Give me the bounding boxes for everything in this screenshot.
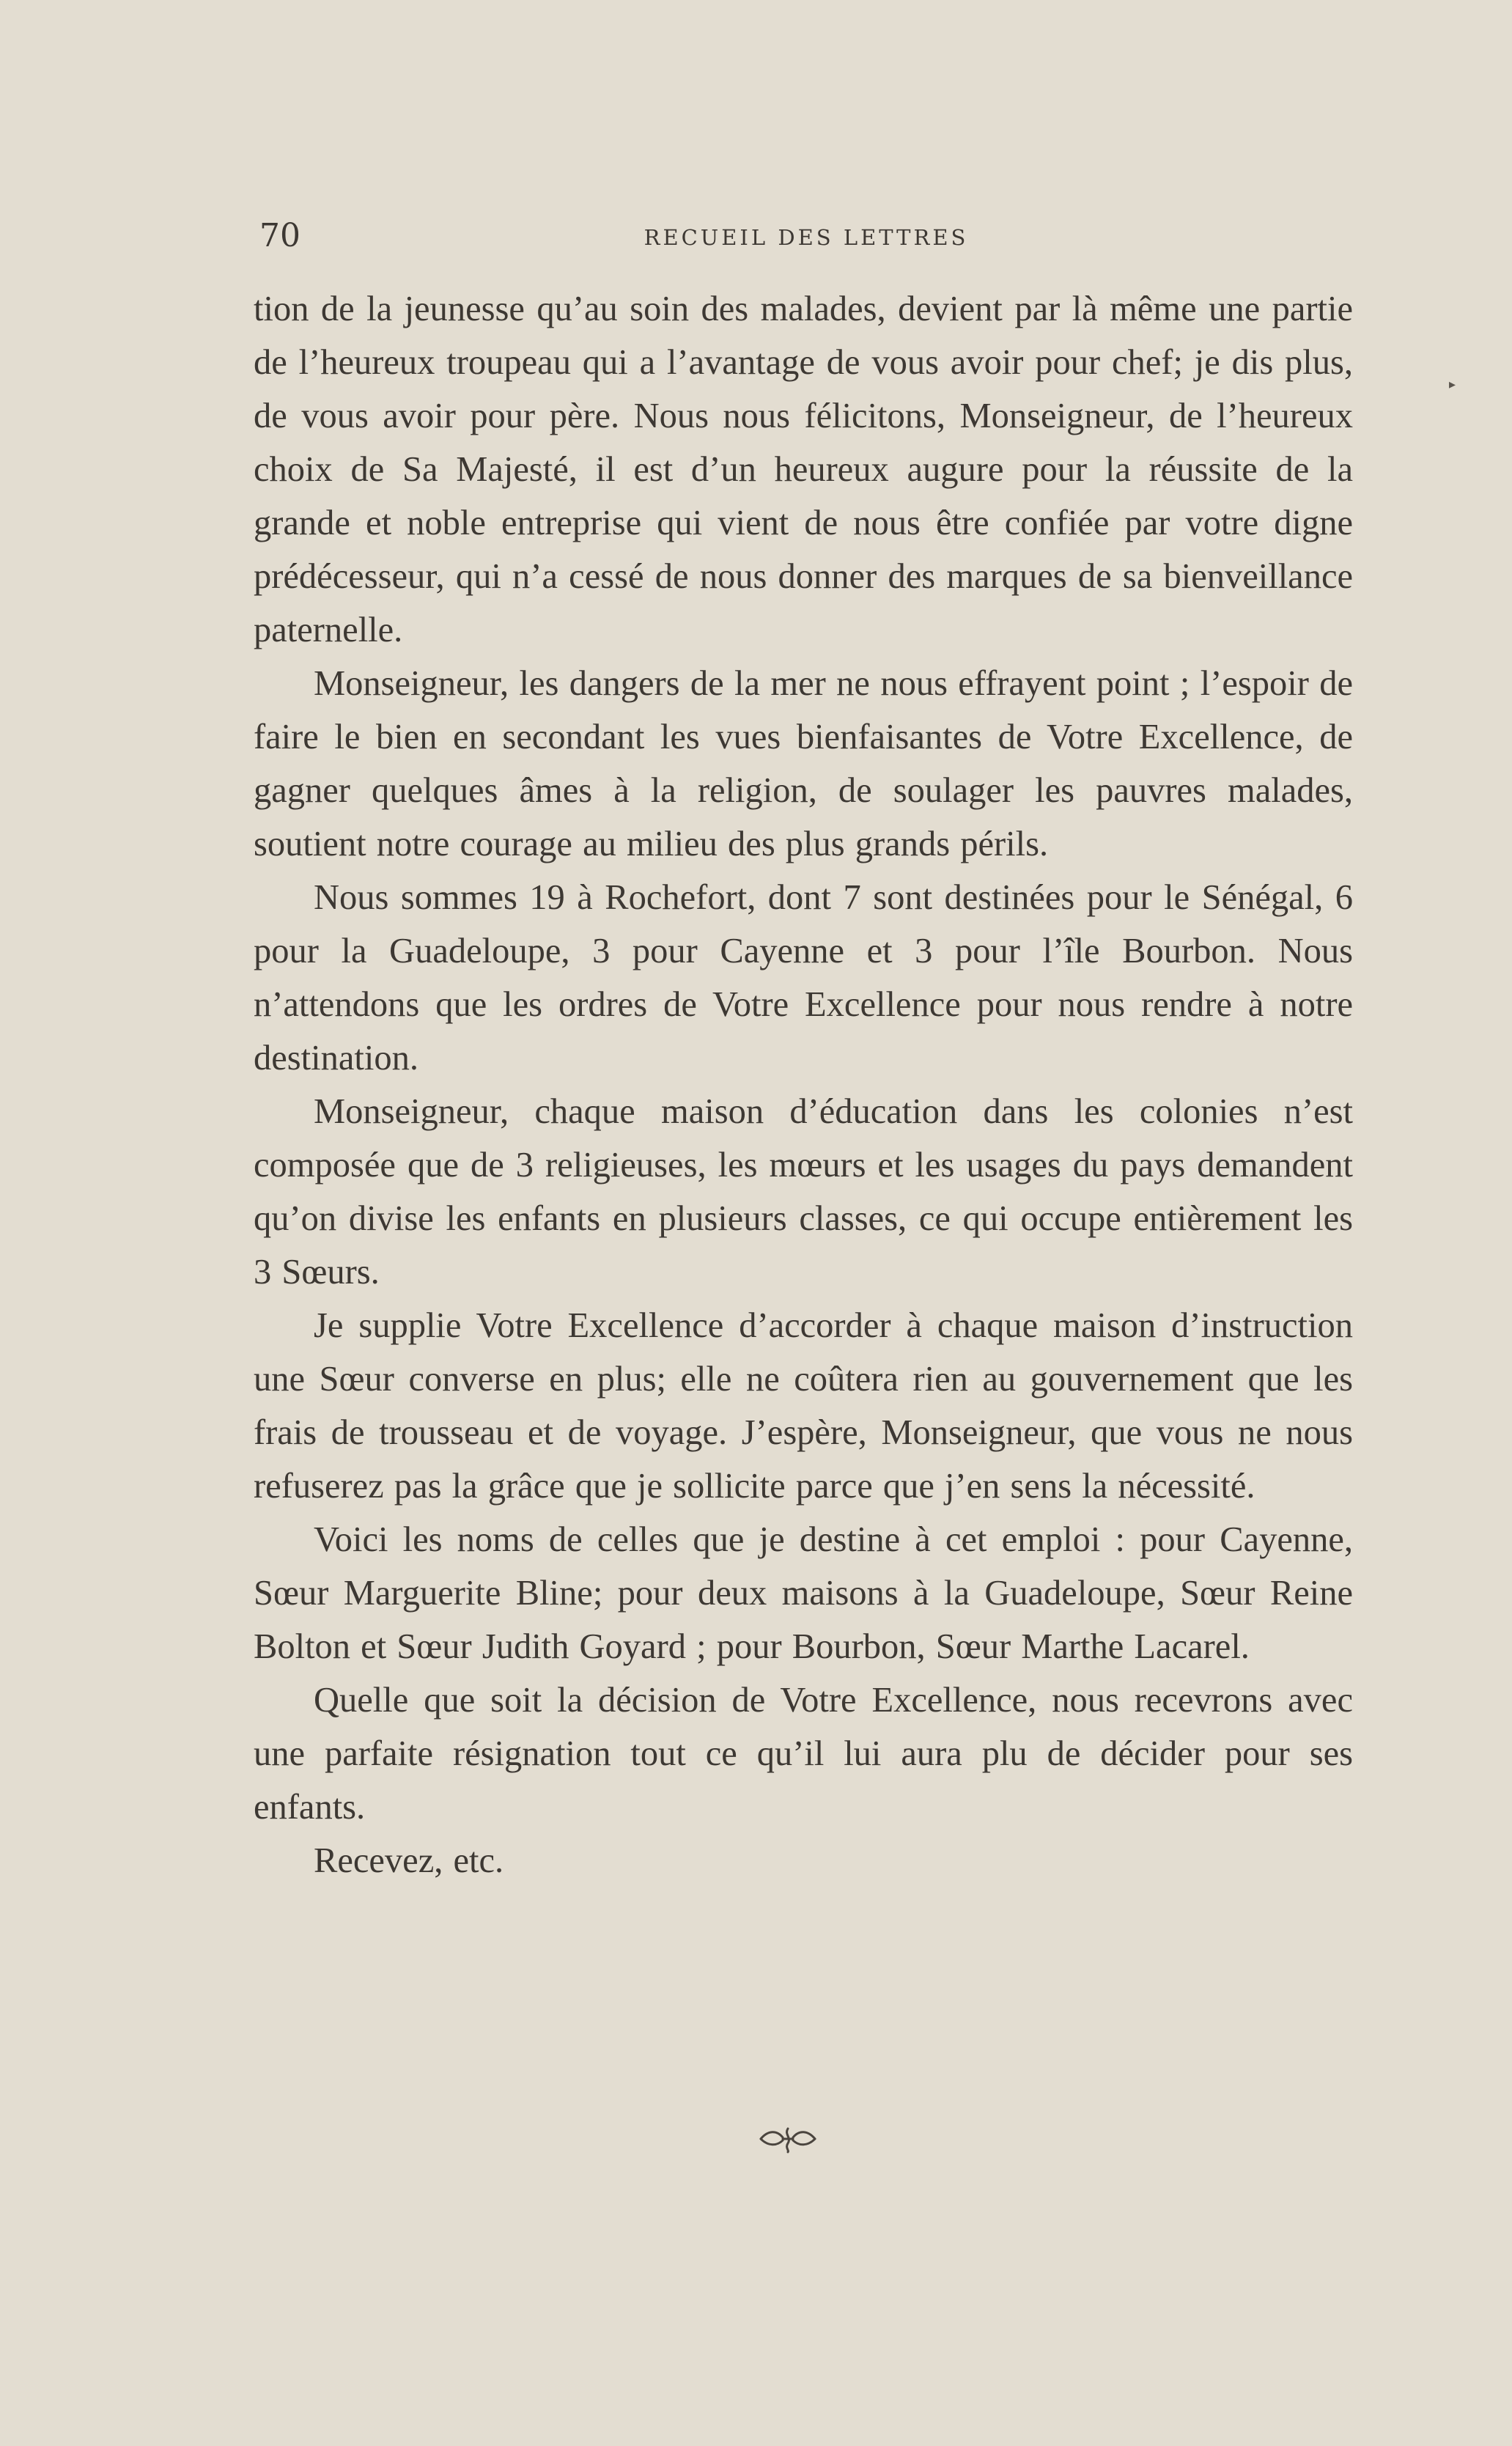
fleuron-ornament-icon <box>755 2124 821 2154</box>
paragraph-5: Je supplie Votre Excellence d’accorder à chaque maison d’instruction une Sœur converse en plus; elle ne coûtera rien au gouvernement que les frais de trousseau et de voyage. J’espère, Monseigneur, que vous ne nous refuserez pas la grâce que je sollicite parce que j’en sens la nécessité. <box>254 1306 1353 1506</box>
paragraph-3: Nous sommes 19 à Rochefort, dont 7 sont destinées pour le Sénégal, 6 pour la Guadeloupe, 3 pour Cayenne et 3 pour l’île Bourbon. Nous n’attendons que les ordres de Votre Excellence pour nous rendre à notre destination. <box>254 878 1353 1078</box>
paragraph-8: Recevez, etc. <box>314 1841 504 1880</box>
page-number: 70 <box>259 217 300 254</box>
running-head <box>257 214 1356 258</box>
body-text <box>254 282 1353 1887</box>
paragraph-2: Monseigneur, les dangers de la mer ne nous effrayent point ; l’espoir de faire le bien en secondant les vues bienfaisantes de Votre Excellence, de gagner quelques âmes à la religion, de soulager les pauvres malades, soutient notre courage au milieu des plus grands périls. <box>254 664 1353 863</box>
running-title: RECUEIL DES LETTRES <box>643 225 969 250</box>
paragraph-1: tion de la jeunesse qu’au soin des malades, devient par là même une partie de l’heureux troupeau qui a l’avantage de vous avoir pour chef; je dis plus, de vous avoir pour père. Nous nous félicitons, Monseigneur, de l’heureux choix de Sa Majesté, il est d’un heureux augure pour la réussite de la grande et noble entreprise qui vient de nous être confiée par votre digne prédécesseur, qui n’a cessé de nous donner des marques de sa bienveillance paternelle. <box>254 290 1353 649</box>
paragraph-6: Voici les noms de celles que je destine à cet emploi : pour Cayenne, Sœur Marguerite Bline; pour deux maisons à la Guadeloupe, Sœur Reine Bolton et Sœur Judith Goyard ; pour Bourbon, Sœur Marthe Lacarel. <box>254 1520 1353 1666</box>
margin-mark-icon: ▸ <box>1449 377 1456 392</box>
paragraph-7: Quelle que soit la décision de Votre Excellence, nous recevrons avec une parfaite résignation tout ce qu’il lui aura plu de décider pour ses enfants. <box>254 1681 1353 1827</box>
paragraph-4: Monseigneur, chaque maison d’éducation dans les colonies n’est composée que de 3 religieuses, les mœurs et les usages du pays demandent qu’on divise les enfants en plusieurs classes, ce qui occupe entièrement les 3 Sœurs. <box>254 1092 1353 1292</box>
